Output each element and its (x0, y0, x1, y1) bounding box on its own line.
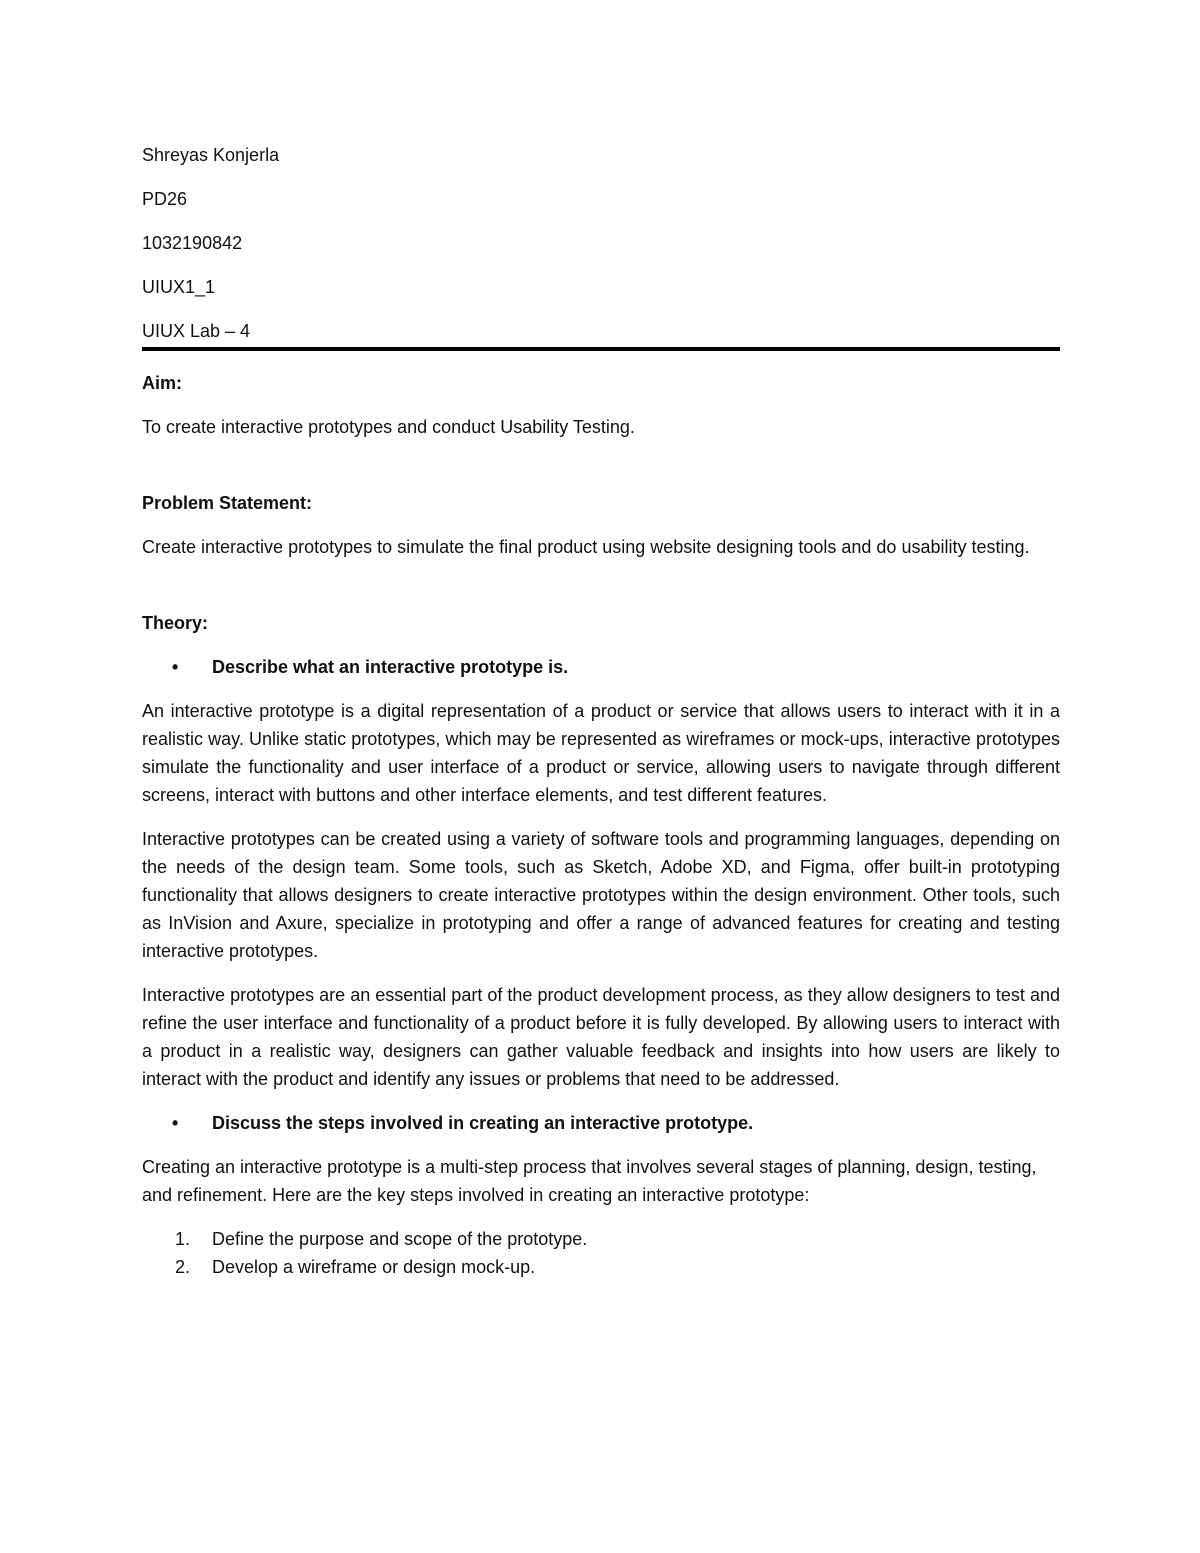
bullet-icon: • (172, 1113, 179, 1133)
list-item (142, 1225, 1060, 1253)
problem-heading: Problem Statement: (142, 493, 313, 513)
list-number: 1. (175, 1229, 191, 1249)
student-name: Shreyas Konjerla (142, 145, 280, 165)
theory-paragraph-3: Interactive prototypes are an essential part of the product development process, as they allow designers to test and refine the user interface and functionality of a product before it is fully developed. By allowing users to interact with a product in a realistic way, designers can gather valuable feedback and insights into how users are likely to interact with the product and identify any issues or problems that need to be addressed. (142, 985, 1060, 1089)
bullet-question-1: Describe what an interactive prototype is. (212, 657, 569, 677)
theory-paragraph-2: Interactive prototypes can be created using a variety of software tools and programming languages, depending on the needs of the design team. Some tools, such as Sketch, Adobe XD, and Figma, offer built-in prototyping functionality that allows designers to create interactive prototypes within the design environment. Other tools, such as InVision and Axure, specialize in prototyping and offer a range of advanced features for creating and testing interactive prototypes. (142, 829, 1060, 961)
bullet-icon: • (172, 657, 179, 677)
lab-title: UIUX Lab – 4 (142, 321, 251, 341)
aim-text: To create interactive prototypes and conduct Usability Testing. (142, 417, 635, 437)
division: PD26 (142, 189, 188, 209)
theory-bullet-2 (142, 1109, 1060, 1137)
theory-heading: Theory: (142, 613, 209, 633)
list-text: Define the purpose and scope of the prototype. (212, 1229, 588, 1249)
theory-paragraph-1: An interactive prototype is a digital representation of a product or service that allows users to interact with it in a realistic way. Unlike static prototypes, which may be represented as wireframes or mock-ups, interactive prototypes simulate the functionality and user interface of a product or service, allowing users to navigate through different screens, interact with buttons and other interface elements, and test different features. (142, 701, 1060, 805)
aim-heading: Aim: (142, 373, 182, 393)
theory-bullet-1 (142, 653, 1060, 681)
steps-list (142, 1225, 1060, 1281)
list-item (142, 1253, 1060, 1281)
problem-text: Create interactive prototypes to simulate the final product using website designing tools and do usability testing. (142, 537, 1030, 557)
bullet-question-2: Discuss the steps involved in creating an interactive prototype. (212, 1113, 754, 1133)
list-text: Develop a wireframe or design mock-up. (212, 1257, 536, 1277)
theory-paragraph-4: Creating an interactive prototype is a multi-step process that involves several stages of planning, design, testing, and refinement. Here are the key steps involved in creating an interactive prototype: (142, 1157, 1037, 1205)
list-number: 2. (175, 1257, 191, 1277)
batch: UIUX1_1 (142, 277, 216, 297)
header-rule (142, 347, 1060, 351)
prn-number: 1032190842 (142, 233, 243, 253)
document-body (142, 141, 1060, 1281)
